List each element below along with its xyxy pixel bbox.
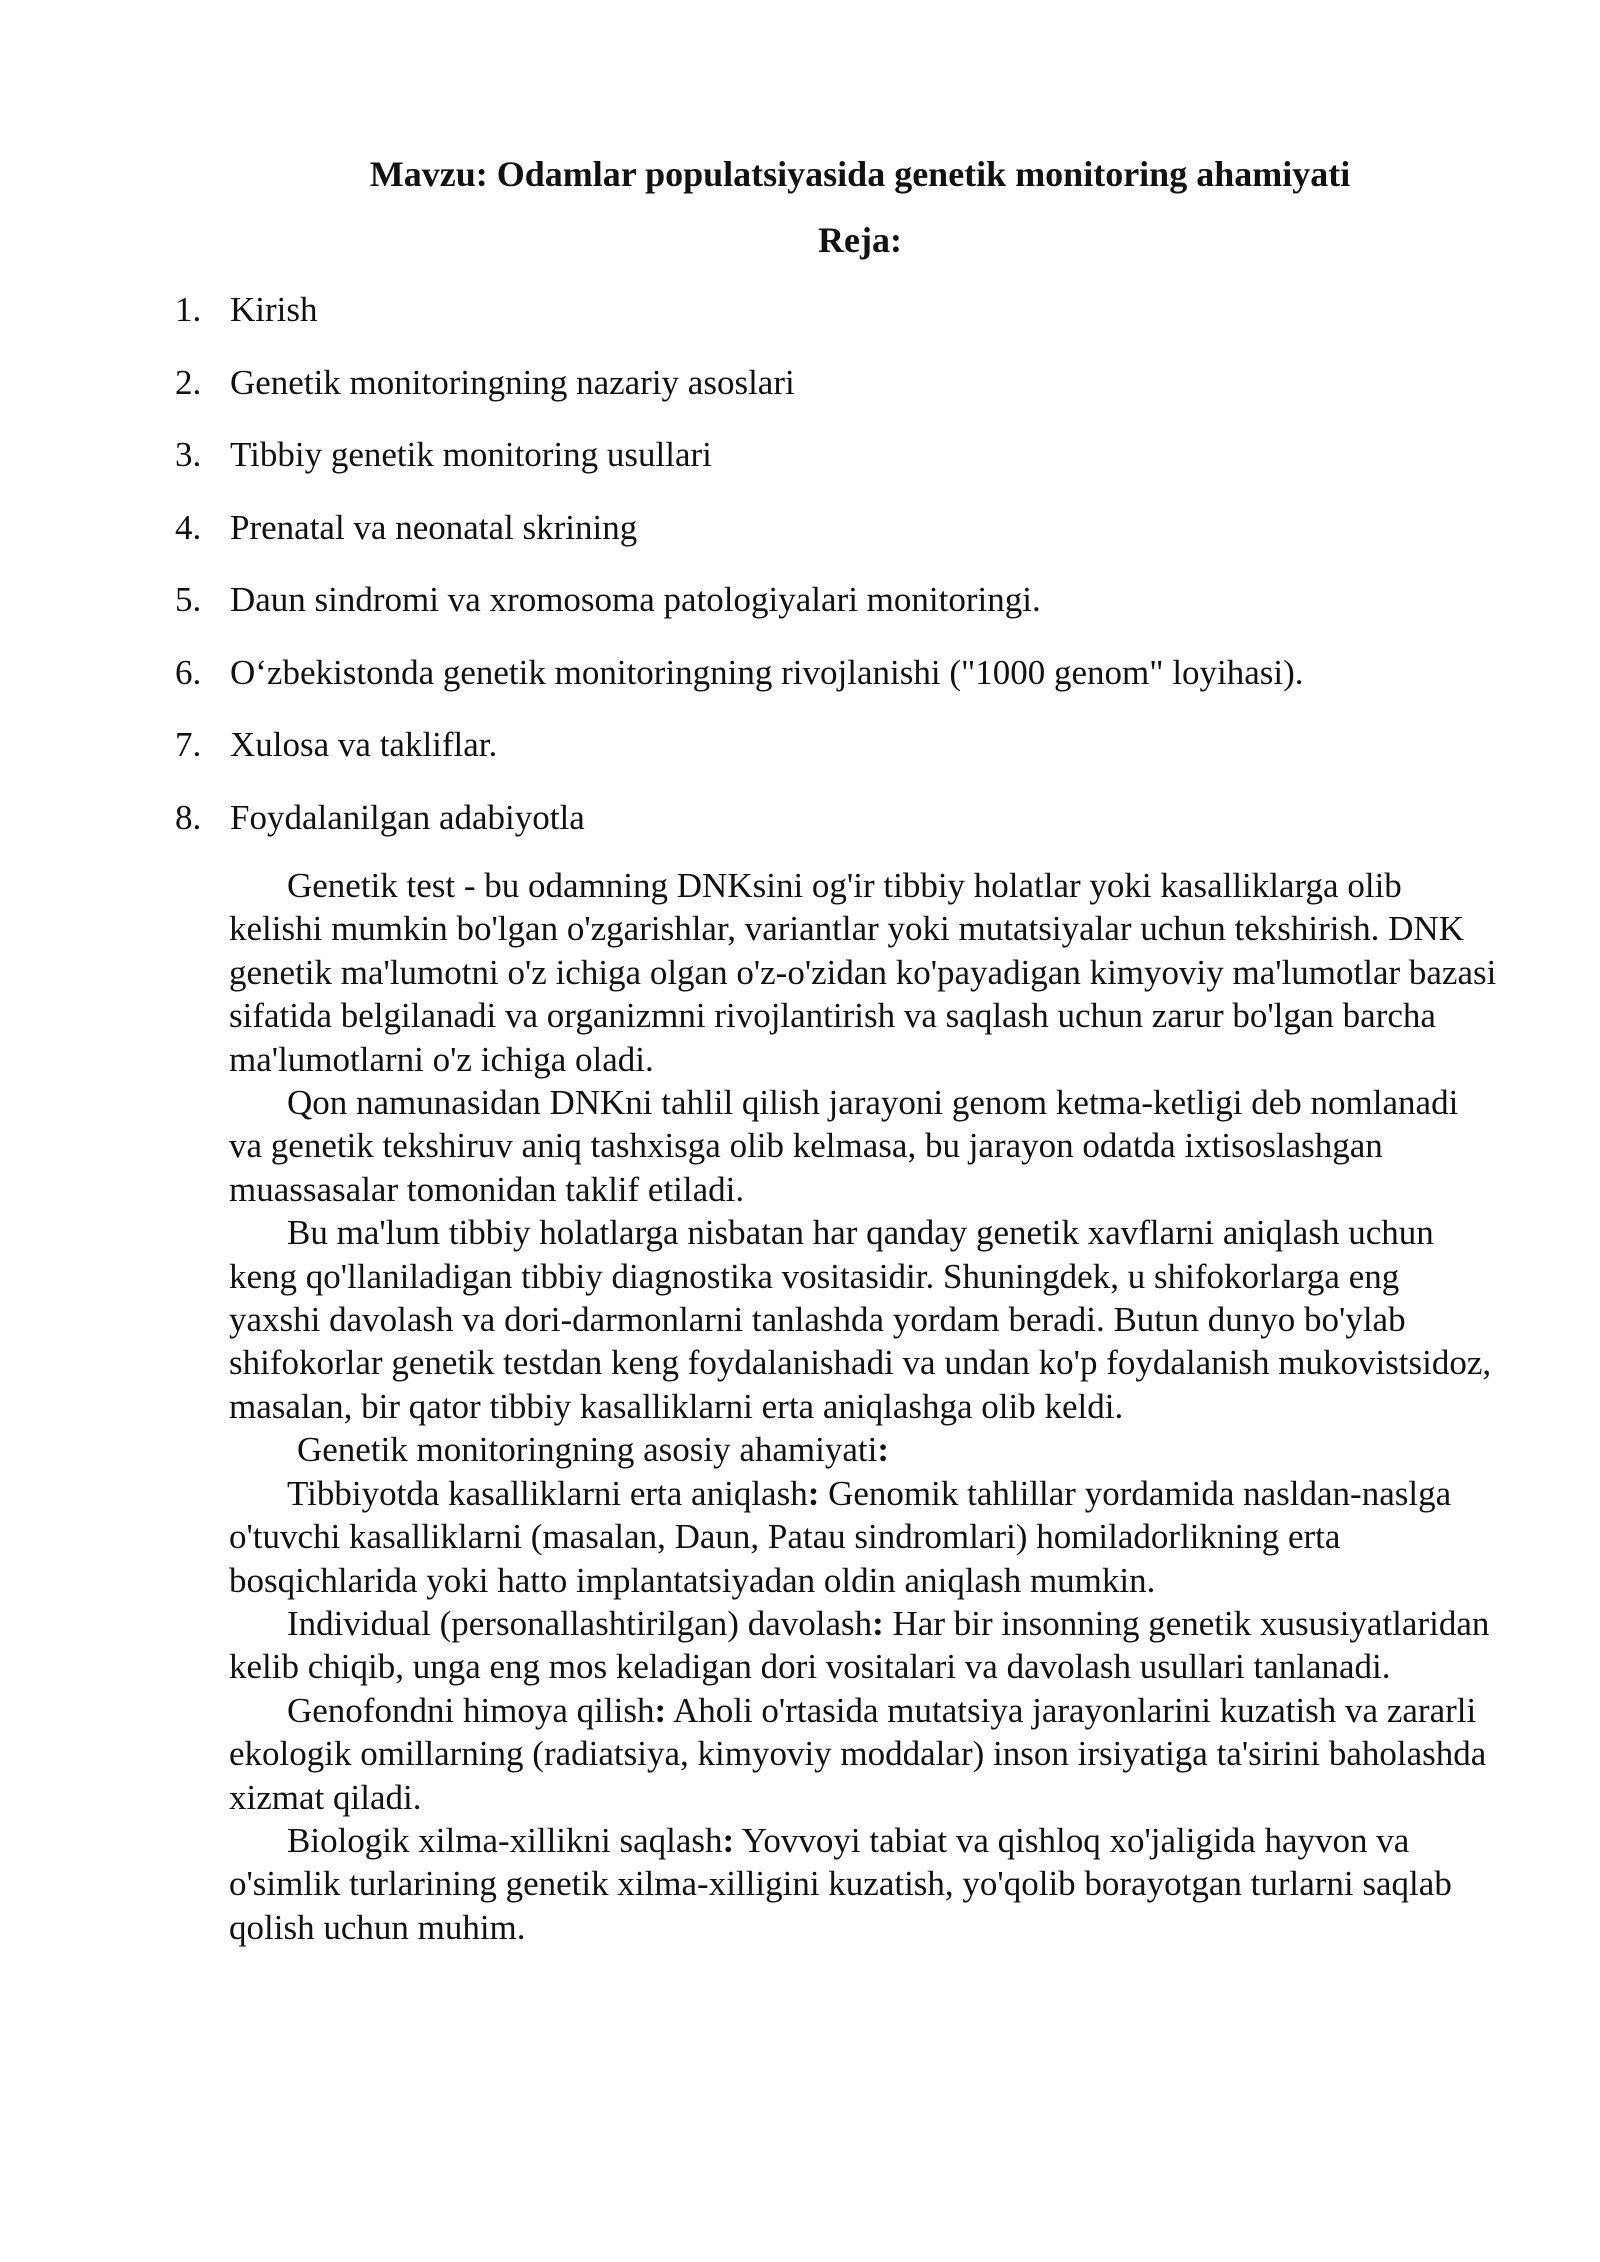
paragraph-body: Yovvoyi tabiat va qishloq xo'jaligida hayvon va o'simlik turlarining genetik xilma-xilligini kuzatish, yo'qolib borayotgan turlarni saqlab qolish uchun muhim. [229,1820,1452,1947]
paragraph-dna-analysis: Qon namunasidan DNKni tahlil qilish jarayoni genom ketma-ketligi deb nomlanadi va genetik tekshiruv aniq tashxisga olib kelmasa, bu jarayon odatda ixtisoslashgan muassasalar tomonidan taklif etiladi. [229,1083,1459,1209]
paragraph-body: Genomik tahlillar yordamida nasldan-naslga o'tuvchi kasalliklarni (masalan, Daun, Patau sindromlari) homiladorlikning erta bosqichlarida yoki hatto implantatsiyadan oldin aniqlash mumkin. [229,1473,1452,1600]
plan-item-4 [175,504,1475,577]
colon: : [877,1430,889,1470]
plan-list [175,286,1475,866]
plan-item-number: 8. [175,797,202,837]
plan-item-3 [175,431,1475,504]
paragraph-genofond [229,1689,1499,1819]
paragraph-lead: Biologik xilma-xillikni saqlash [287,1820,723,1860]
document-title: Mavzu: Odamlar populatsiyasida genetik monitoring ahamiyati [369,154,1351,194]
plan-item-2 [175,359,1475,432]
plan-item-5 [175,576,1475,649]
colon: : [872,1603,884,1643]
paragraph-genetic-test: Genetik test - bu odamning DNKsini og'ir tibbiy holatlar yoki kasalliklarga olib kelishi mumkin bo'lgan o'zgarishlar, variantlar yoki mutatsiyalar uchun tekshirish. DNK genetik ma'lumotni o'z ichiga olgan o'z-o'zidan ko'payadigan kimyoviy ma'lumotlar bazasi sifatida belgilanadi va organizmni rivojlantirish va saqlash uchun zarur bo'lgan barcha ma'lumotlarni o'z ichiga oladi. [229,866,1497,1079]
plan-item-7 [175,721,1475,794]
plan-item-text: Genetik monitoringning nazariy asoslari [230,362,795,402]
paragraph-body: Har bir insonning genetik xususiyatlaridan kelib chiqib, unga eng mos keladigan dori vositalari va davolash usullari tanlanadi. [229,1603,1490,1687]
plan-item-text: O‘zbekistonda genetik monitoringning rivojlanishi ("1000 genom" loyihasi). [230,652,1304,692]
plan-item-number: 2. [175,362,202,402]
paragraph-individual-treatment [229,1602,1499,1689]
plan-item-number: 1. [175,290,202,329]
plan-item-text: Kirish [230,290,318,329]
plan-item-number: 3. [175,435,202,474]
paragraph-lead: Individual (personallashtirilgan) davolash [287,1603,873,1643]
paragraph-diagnostics: Bu ma'lum tibbiy holatlarga nisbatan har qanday genetik xavflarni aniqlash uchun keng qo'llaniladigan tibbiy diagnostika vositasidir. Shuningdek, u shifokorlarga eng yaxshi davolash va dori-darmonlarni tanlashda yordam beradi. Butun dunyo bo'ylab shifokorlar genetik testdan keng foydalanishadi va undan ko'p foydalanish mukovistsidoz, masalan, bir qator tibbiy kasalliklarni erta aniqlashga olib keldi. [229,1213,1492,1426]
colon: : [654,1690,667,1730]
colon: : [722,1820,735,1860]
plan-item-text: Foydalanilgan adabiyotla [230,797,585,837]
paragraph-biodiversity [229,1819,1499,1949]
body-text [229,864,1499,1949]
plan-item-text: Xulosa va takliflar. [230,725,498,764]
plan-item-text: Prenatal va neonatal skrining [230,507,638,547]
paragraph-lead: Genofondni himoya qilish [287,1690,655,1730]
plan-item-6 [175,649,1475,722]
plan-item-number: 4. [175,507,202,547]
paragraph-importance-heading [229,1428,1499,1471]
paragraph-body: Aholi o'rtasida mutatsiya jarayonlarini kuzatish va zararli ekologik omillarning (radiatsiya, kimyoviy moddalar) inson irsiyatiga ta'sirini baholashda xizmat qiladi. [229,1690,1487,1817]
plan-item-text: Daun sindromi va xromosoma patologiyalari monitoringi. [230,580,1041,619]
plan-item-number: 7. [175,725,202,764]
plan-heading: Reja: [818,220,902,260]
plan-item-1 [175,286,1475,359]
paragraph-lead: Tibbiyotda kasalliklarni erta aniqlash [287,1473,808,1513]
colon: : [807,1473,820,1513]
paragraph-lead: Genetik monitoringning asosiy ahamiyati [297,1430,878,1470]
plan-item-8 [175,794,1475,867]
paragraph-early-detection [229,1472,1499,1602]
plan-item-number: 5. [175,580,202,619]
plan-item-number: 6. [175,652,202,692]
plan-item-text: Tibbiy genetik monitoring usullari [230,435,712,474]
